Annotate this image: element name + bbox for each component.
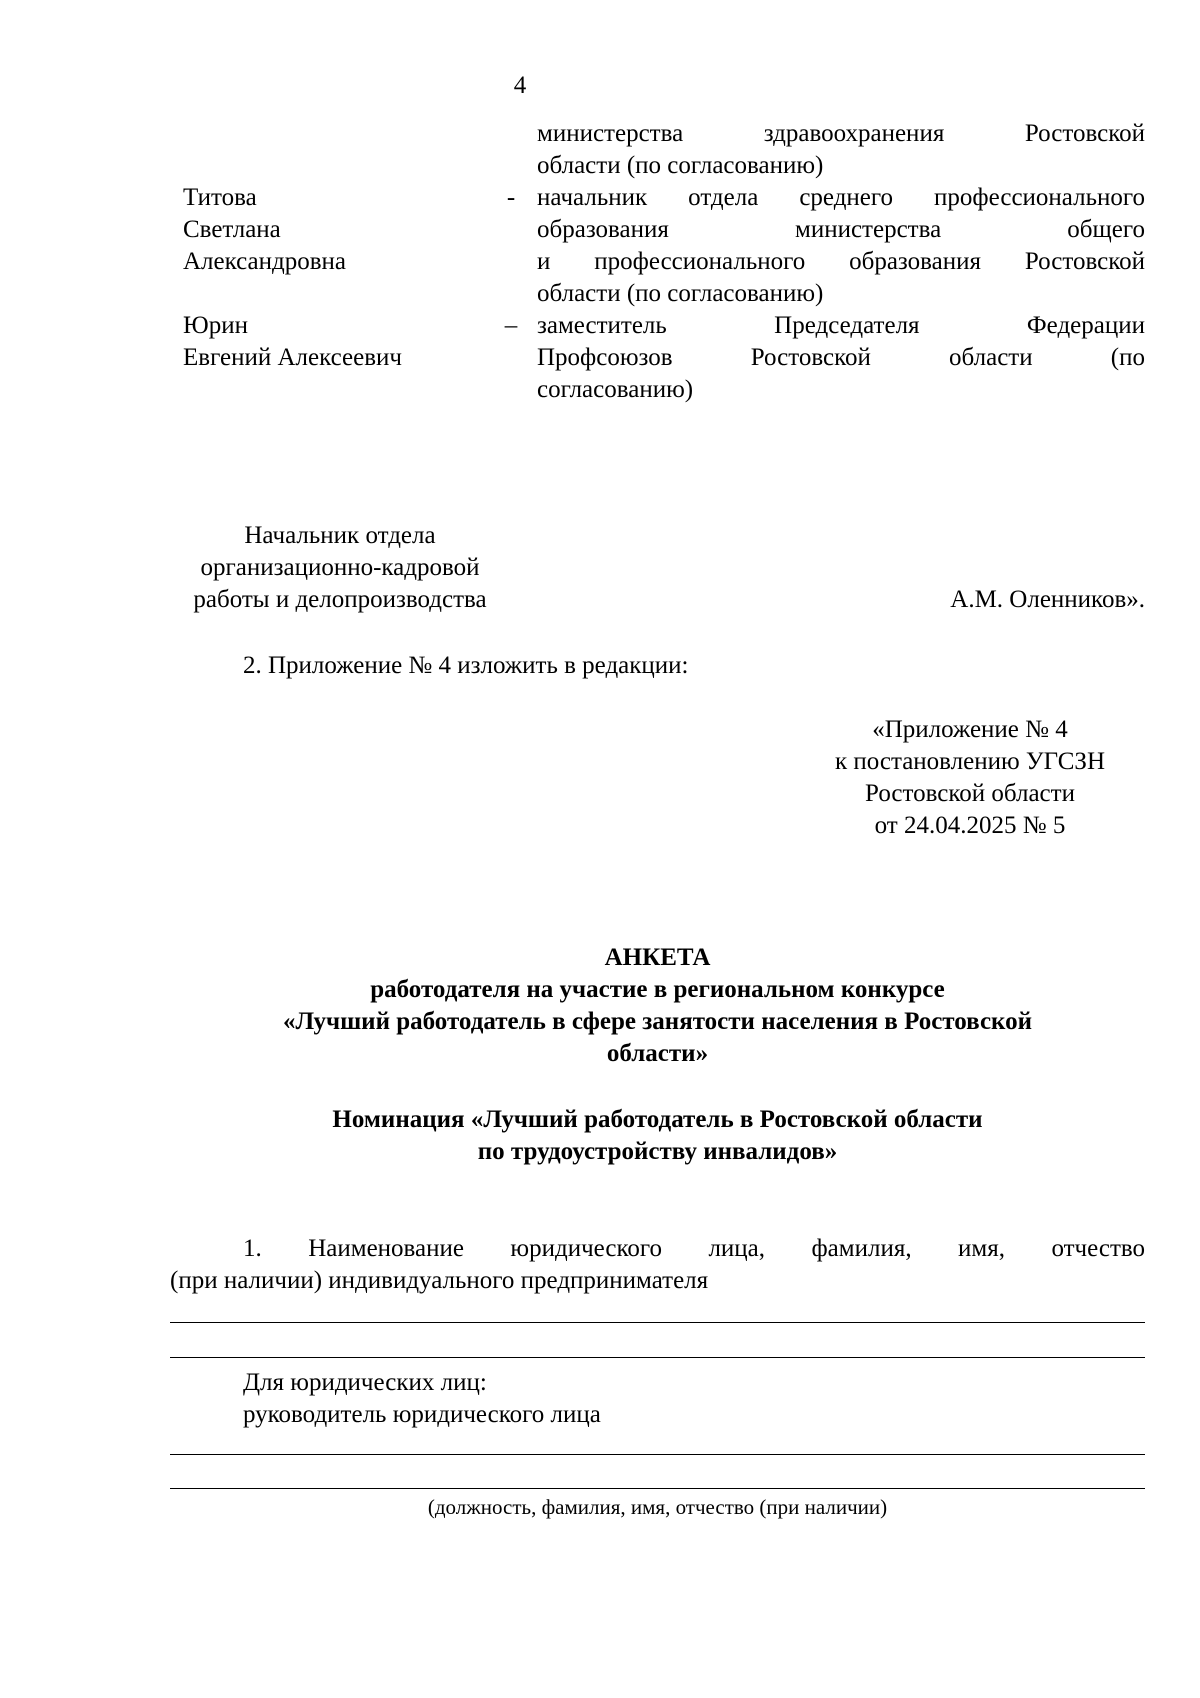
name-line: Титова (183, 184, 257, 211)
appendix-line: «Приложение № 4 (872, 716, 1068, 743)
item-1 (170, 1233, 1145, 1297)
appendix-line: от 24.04.2025 № 5 (874, 812, 1066, 839)
role-line: начальник отдела среднего профессионального (537, 184, 1145, 211)
member-name-titova (183, 182, 483, 278)
continued-role-text (537, 118, 1145, 182)
name-line: Юрин (183, 312, 248, 339)
clause-2: 2. Приложение № 4 изложить в редакции: (243, 652, 689, 679)
role-line: области (по согласованию) (537, 280, 824, 307)
legal-entities-label: руководитель юридического лица (243, 1401, 601, 1428)
appendix-line: к постановлению УГСЗН (834, 748, 1105, 775)
title-line: АНКЕТА (604, 944, 711, 971)
title-line: работодателя на участие в региональном конкурсе (370, 976, 945, 1003)
fill-in-line (170, 1357, 1145, 1358)
position-line: Начальник отдела (244, 522, 436, 549)
member-role-titova (537, 182, 1145, 310)
fill-in-caption: (должность, фамилия, имя, отчество (при наличии) (427, 1495, 888, 1519)
member-dash: – (504, 312, 518, 339)
nomination-line: по трудоустройству инвалидов» (477, 1138, 838, 1165)
position-line: организационно-кадровой (200, 554, 480, 581)
role-line: заместитель Председателя Федерации (537, 312, 1145, 339)
role-line: министерства здравоохранения Ростовской (537, 120, 1145, 147)
nomination-title (170, 1104, 1145, 1168)
role-line: Профсоюзов Ростовской области (по (537, 344, 1145, 371)
legal-entities-block (243, 1367, 1143, 1431)
fill-in-line (170, 1322, 1145, 1323)
name-line: Александровна (183, 248, 347, 275)
appendix-line: Ростовской области (865, 780, 1075, 807)
item-1-line: 1. Наименование юридического лица, фамилия, имя, отчество (243, 1235, 1145, 1262)
signer-name: А.М. Оленников». (950, 586, 1145, 613)
position-line: работы и делопроизводства (193, 586, 487, 613)
signature-position (170, 520, 510, 616)
form-title (170, 942, 1145, 1070)
member-name-yurin (183, 310, 483, 374)
fill-in-line (170, 1454, 1145, 1455)
item-1-line: (при наличии) индивидуального предпринимателя (170, 1267, 709, 1294)
appendix-header (780, 714, 1160, 842)
fill-in-line (170, 1488, 1145, 1489)
name-line: Евгений Алексеевич (183, 344, 402, 371)
role-line: и профессионального образования Ростовской (537, 248, 1145, 275)
member-dash: - (506, 184, 516, 211)
page-number: 4 (513, 72, 527, 99)
title-line: области» (606, 1040, 709, 1067)
member-role-yurin (537, 310, 1145, 406)
title-line: «Лучший работодатель в сфере занятости населения в Ростовской (282, 1008, 1033, 1035)
role-line: согласованию) (537, 376, 694, 403)
name-line: Светлана (183, 216, 281, 243)
role-line: образования министерства общего (537, 216, 1145, 243)
role-line: области (по согласованию) (537, 152, 824, 179)
legal-entities-heading: Для юридических лиц: (243, 1369, 487, 1396)
nomination-line: Номинация «Лучший работодатель в Ростовской области (332, 1106, 983, 1133)
